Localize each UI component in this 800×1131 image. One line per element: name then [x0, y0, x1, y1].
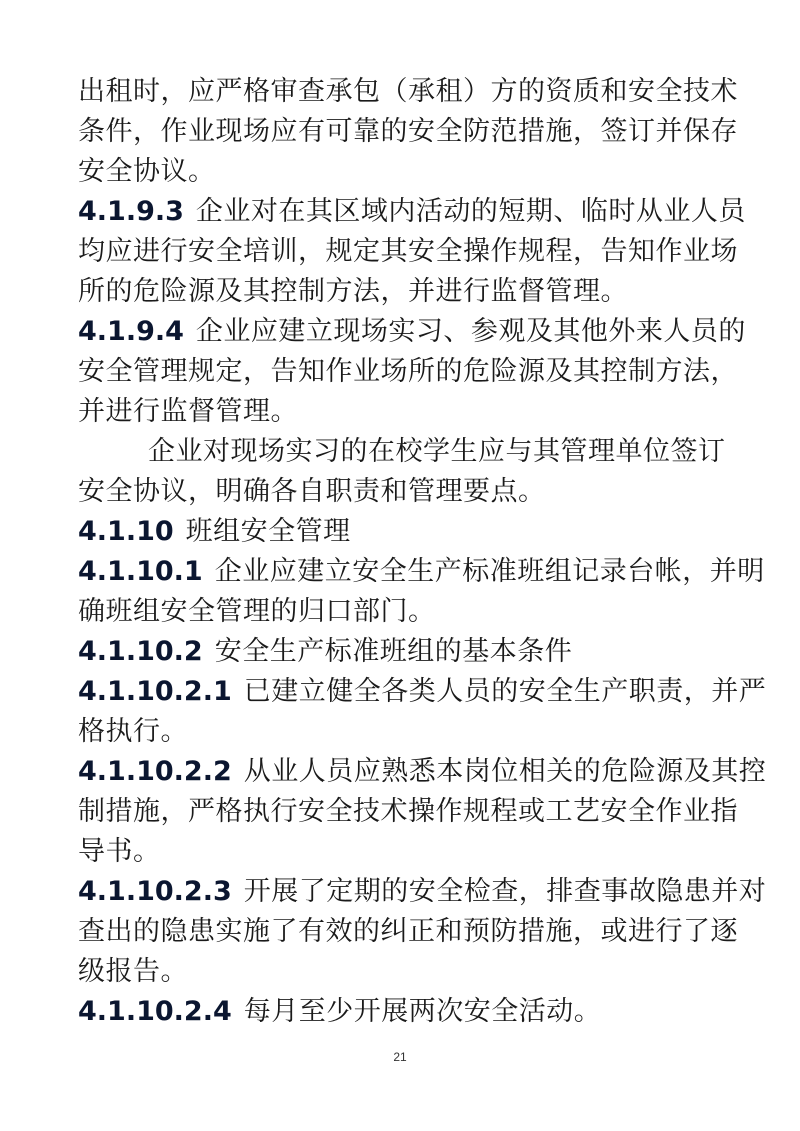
line-text: 均应进行安全培训，规定其安全操作规程，告知作业场 [78, 236, 738, 267]
line-text: 所的危险源及其控制方法，并进行监督管理。 [78, 276, 628, 307]
line-text: 企业应建立安全生产标准班组记录台帐，并明 [214, 556, 765, 587]
line-text: 企业对在其区域内活动的短期、临时从业人员 [195, 196, 746, 227]
page-number: 21 [393, 1050, 407, 1064]
clause-number: 4.1.9.3 [78, 196, 184, 227]
clause-number: 4.1.10.1 [78, 556, 203, 587]
document-body [78, 72, 767, 1032]
clause-number: 4.1.10.2.4 [78, 996, 232, 1027]
clause-line [78, 192, 746, 232]
line-text: 安全生产标准班组的基本条件 [214, 636, 573, 667]
line-text: 条件，作业现场应有可靠的安全防范措施，签订并保存 [78, 116, 738, 147]
text-line [78, 392, 738, 432]
clause-number: 4.1.10.2 [78, 636, 203, 667]
line-text: 格执行。 [78, 716, 188, 747]
clause-number: 4.1.10.2.2 [78, 756, 232, 787]
clause-number: 4.1.10.2.3 [78, 876, 232, 907]
line-text: 企业应建立现场实习、参观及其他外来人员的 [195, 316, 746, 347]
text-line [78, 152, 738, 192]
clause-line [78, 672, 767, 712]
line-text: 开展了定期的安全检查，排查事故隐患并对 [243, 876, 767, 907]
text-line [78, 592, 738, 632]
text-line [78, 272, 738, 312]
text-line [78, 232, 738, 272]
clause-number: 4.1.10.2.1 [78, 676, 232, 707]
clause-line [78, 632, 738, 672]
line-text: 安全协议，明确各自职责和管理要点。 [78, 476, 546, 507]
line-text: 导书。 [78, 836, 161, 867]
clause-line [78, 312, 746, 352]
text-line [78, 952, 738, 992]
clause-line [78, 752, 767, 792]
line-text: 查出的隐患实施了有效的纠正和预防措施，或进行了逐 [78, 916, 738, 947]
line-text: 出租时，应严格审查承包（承租）方的资质和安全技术 [78, 76, 738, 107]
clause-number: 4.1.10 [78, 516, 174, 547]
text-line [78, 712, 738, 752]
text-line [78, 832, 738, 872]
clause-line [78, 872, 767, 912]
clause-number: 4.1.9.4 [78, 316, 184, 347]
text-line [78, 792, 738, 832]
line-text: 并进行监督管理。 [78, 396, 298, 427]
line-text: 级报告。 [78, 956, 188, 987]
line-text: 每月至少开展两次安全活动。 [243, 996, 602, 1027]
line-text: 从业人员应熟悉本岗位相关的危险源及其控 [243, 756, 767, 787]
text-line [78, 912, 738, 952]
clause-line [78, 992, 738, 1032]
text-line [78, 472, 738, 512]
paragraph-line [78, 432, 738, 472]
line-text: 制措施，严格执行安全技术操作规程或工艺安全作业指 [78, 796, 738, 827]
line-text: 已建立健全各类人员的安全生产职责，并严 [243, 676, 767, 707]
clause-line [78, 552, 765, 592]
section-heading [78, 512, 738, 552]
line-text: 安全管理规定，告知作业场所的危险源及其控制方法， [78, 356, 738, 387]
line-text: 企业对现场实习的在校学生应与其管理单位签订 [148, 436, 726, 467]
text-line [78, 352, 738, 392]
line-text: 确班组安全管理的归口部门。 [78, 596, 436, 627]
text-line [78, 112, 738, 152]
text-line [78, 72, 738, 112]
line-text: 安全协议。 [78, 156, 216, 187]
line-text: 班组安全管理 [185, 516, 351, 547]
